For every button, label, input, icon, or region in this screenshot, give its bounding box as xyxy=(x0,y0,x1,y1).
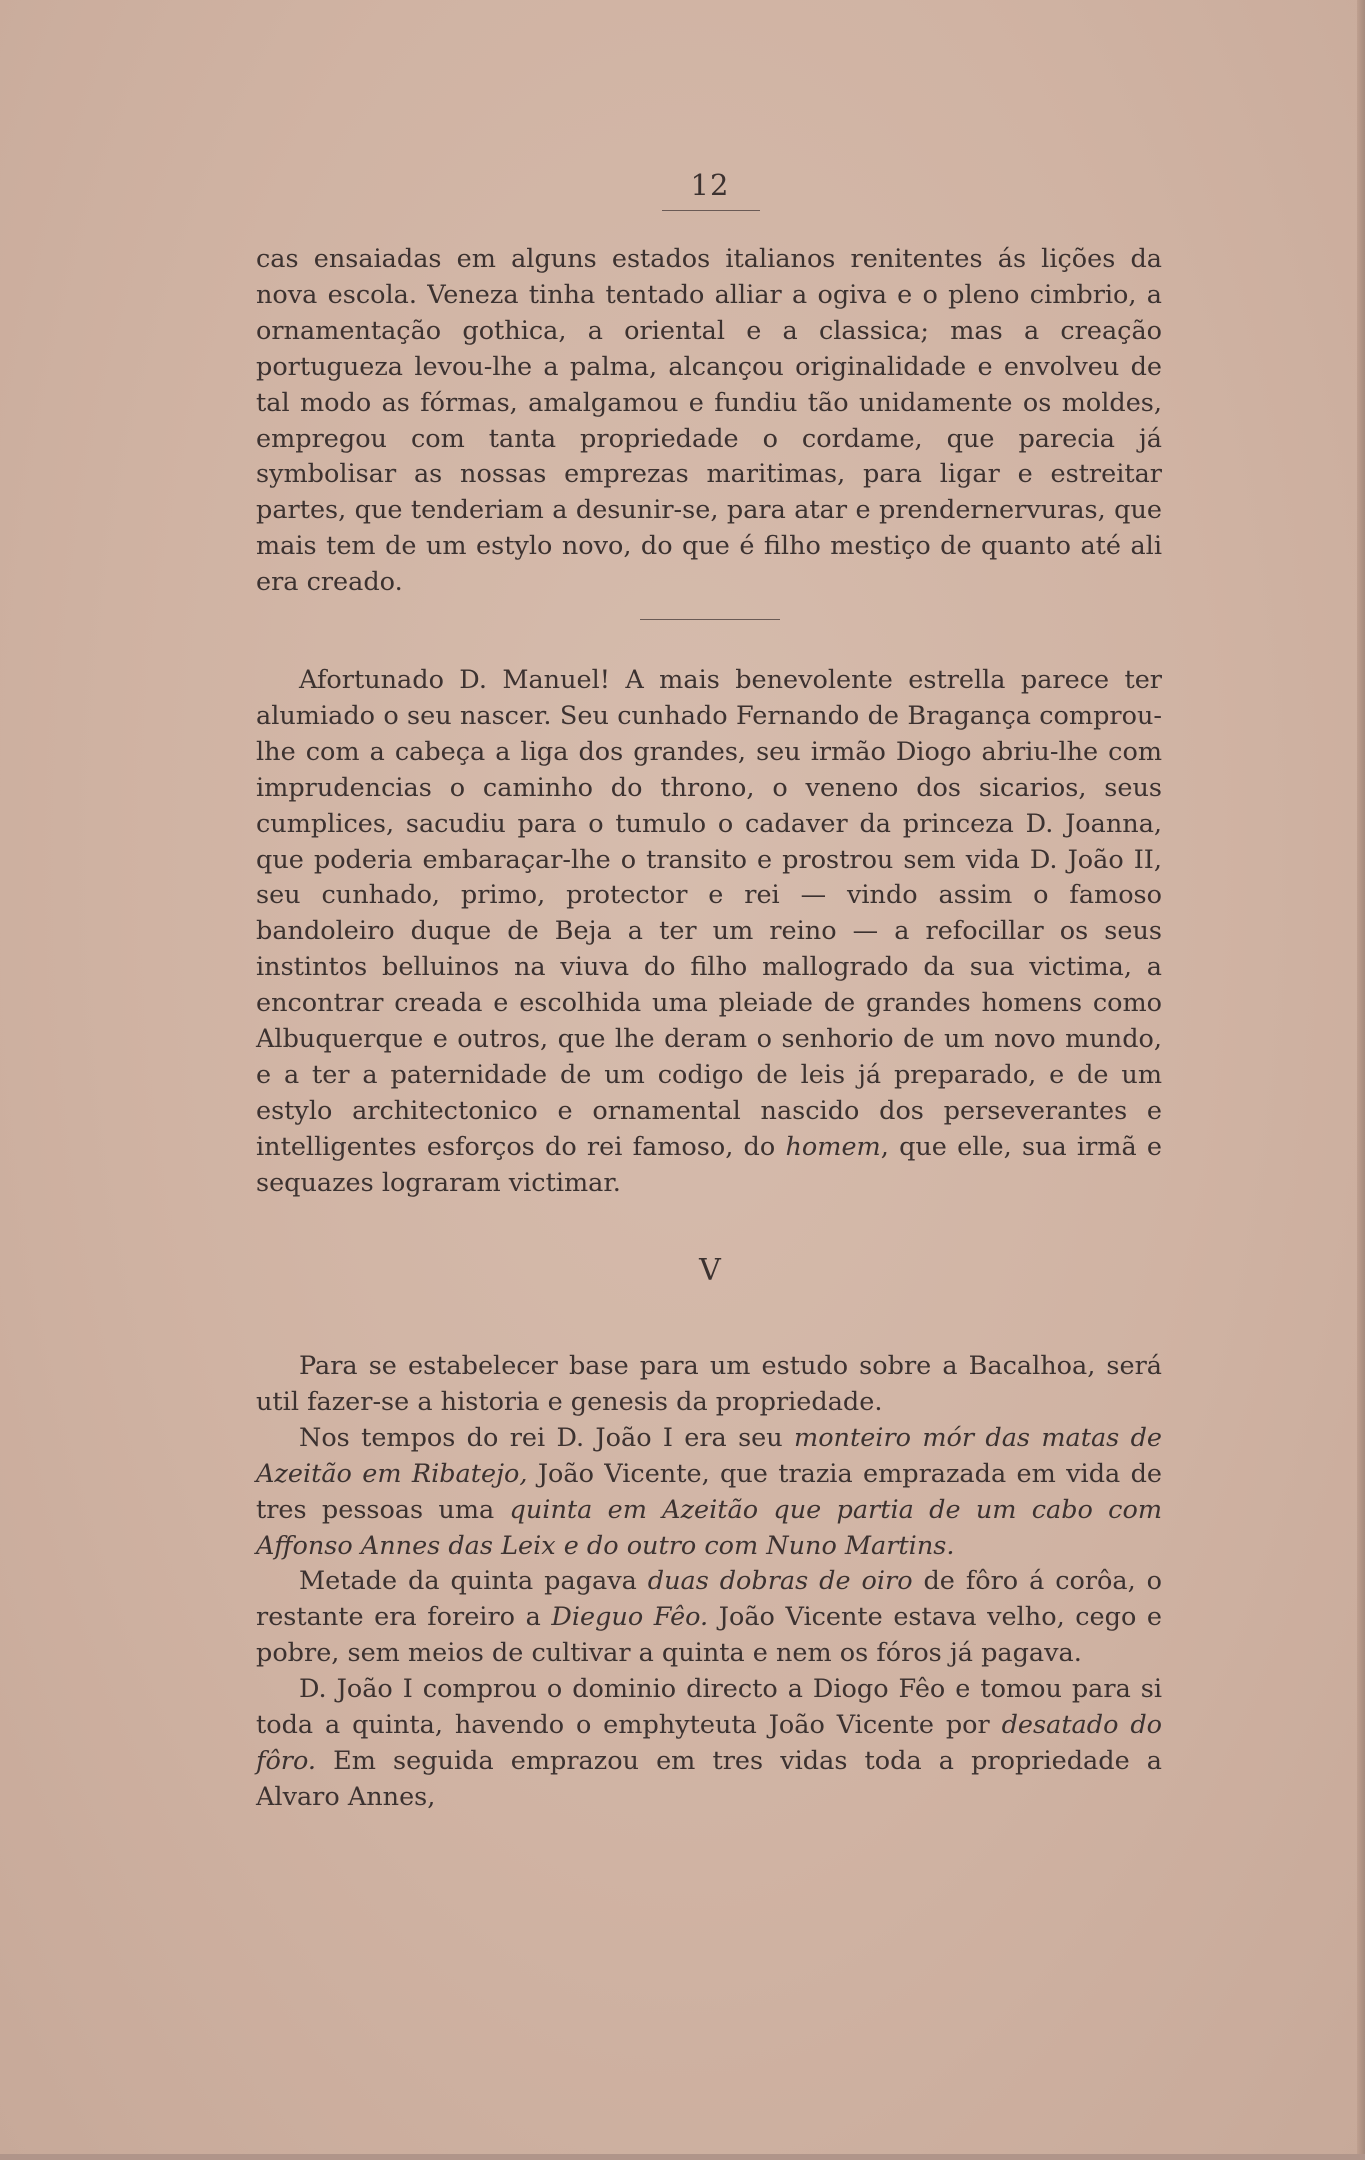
paragraph-6-text xyxy=(256,1672,1162,1816)
paragraph-1-text: cas ensaiadas em alguns estados italianos renitentes ás lições da nova escola. Veneza tinha tentado alliar a ogiva e o pleno cimbrio, a ornamentação gothica, a oriental e a classica; mas a creação portugueza levou-lhe a palma, alcançou originalidade e envolveu de tal modo as fórmas, amalgamou e fundiu tão unidamente os moldes, empregou com tanta propriedade o cordame, que parecia já symbolisar as nossas emprezas maritimas, para ligar e estreitar partes, que tenderiam a desunir-se, para atar e prendernervuras, que mais tem de um estylo novo, do que é filho mestiço de quanto até ali era creado. xyxy=(256,244,1162,598)
chapter-heading: V xyxy=(699,1253,721,1288)
paragraph-5-italic-2: Dieguo Fêo. xyxy=(551,1602,709,1633)
paragraph-2-text xyxy=(256,663,1162,1202)
page-number: 12 xyxy=(690,168,730,202)
paragraph-6-italic-1: desatado do fôro. xyxy=(256,1710,1162,1776)
paragraph-5-text xyxy=(256,1564,1162,1672)
paragraph-2-part-1: Afortunado D. Manuel! A mais benevolente estrella parece ter alumiado o seu nascer. Seu cunhado Fernando de Bragança comprou-lhe com a cabeça a liga dos grandes, seu irmão Diogo abriu-lhe com imprudencias o caminho do throno, o veneno dos sicarios, seus cumplices, sacudiu para o tumulo o cadaver da princeza D. Joanna, que poderia embaraçar-lhe o transito e prostrou sem vida D. João II, seu cunhado, primo, protector e rei — vindo assim o famoso bandoleiro duque de Beja a ter um reino — a refocillar os seus instintos belluinos na viuva do filho mallogrado da sua victima, a encontrar creada e escolhida uma pleiade de grandes homens como Albuquerque e outros, que lhe deram o senhorio de um novo mundo, e a ter a paternidade de um codigo de leis já preparado, e de um estylo architectonico e ornamental nascido dos perseverantes e intelligentes esforços do rei famoso, do xyxy=(256,665,1162,1162)
paragraph-5-part-2: de fôro á corôa, o restante era foreiro a xyxy=(256,1566,1162,1633)
paragraph-5-part-3: João Vicente estava velho, cego e pobre, sem meios de cultivar a quinta e nem os fóros já pagava. xyxy=(256,1602,1162,1669)
page-number-rule xyxy=(662,210,760,211)
paragraph-2-part-2: , que elle, sua irmã e sequazes lograram victimar. xyxy=(256,1131,1162,1198)
paragraph-4-italic-1: monteiro mór das matas de Azeitão em Ribatejo, xyxy=(256,1422,1162,1489)
chapter-text xyxy=(256,1349,1162,1816)
paragraph-4-italic-2: quinta em Azeitão que partia de um cabo com Affonso Annes das Leix e do outro com Nuno Martins. xyxy=(256,1494,1163,1561)
paragraph-5-part-1: Metade da quinta pagava xyxy=(299,1566,648,1597)
paragraph-6-part-1: D. João I comprou o dominio directo a Diogo Fêo e tomou para si toda a quinta, havendo o emphyteuta João Vicente por xyxy=(256,1674,1162,1741)
paragraph-5-italic-1: duas dobras de oiro xyxy=(647,1566,913,1597)
page-edge xyxy=(1357,0,1365,2160)
paragraph-2 xyxy=(256,663,1162,1202)
paragraph-2-italic: homem xyxy=(785,1131,881,1162)
paragraph-6-part-2: Em seguida emprazou em tres vidas toda a propriedade a Alvaro Annes, xyxy=(256,1745,1162,1812)
paragraph-1 xyxy=(256,242,1162,601)
paragraph-3-text: Para se estabelecer base para um estudo sobre a Bacalhoa, será util fazer-se a historia e genesis da propriedade. xyxy=(256,1351,1162,1417)
paragraph-4-text xyxy=(256,1421,1162,1565)
page-bottom-edge xyxy=(0,2154,1365,2160)
section-separator xyxy=(640,619,780,620)
paragraph-4-part-1: Nos tempos do rei D. João I era seu xyxy=(299,1422,795,1453)
paragraph-4-part-2: João Vicente, que trazia emprazada em vida de tres pessoas uma xyxy=(256,1458,1162,1525)
